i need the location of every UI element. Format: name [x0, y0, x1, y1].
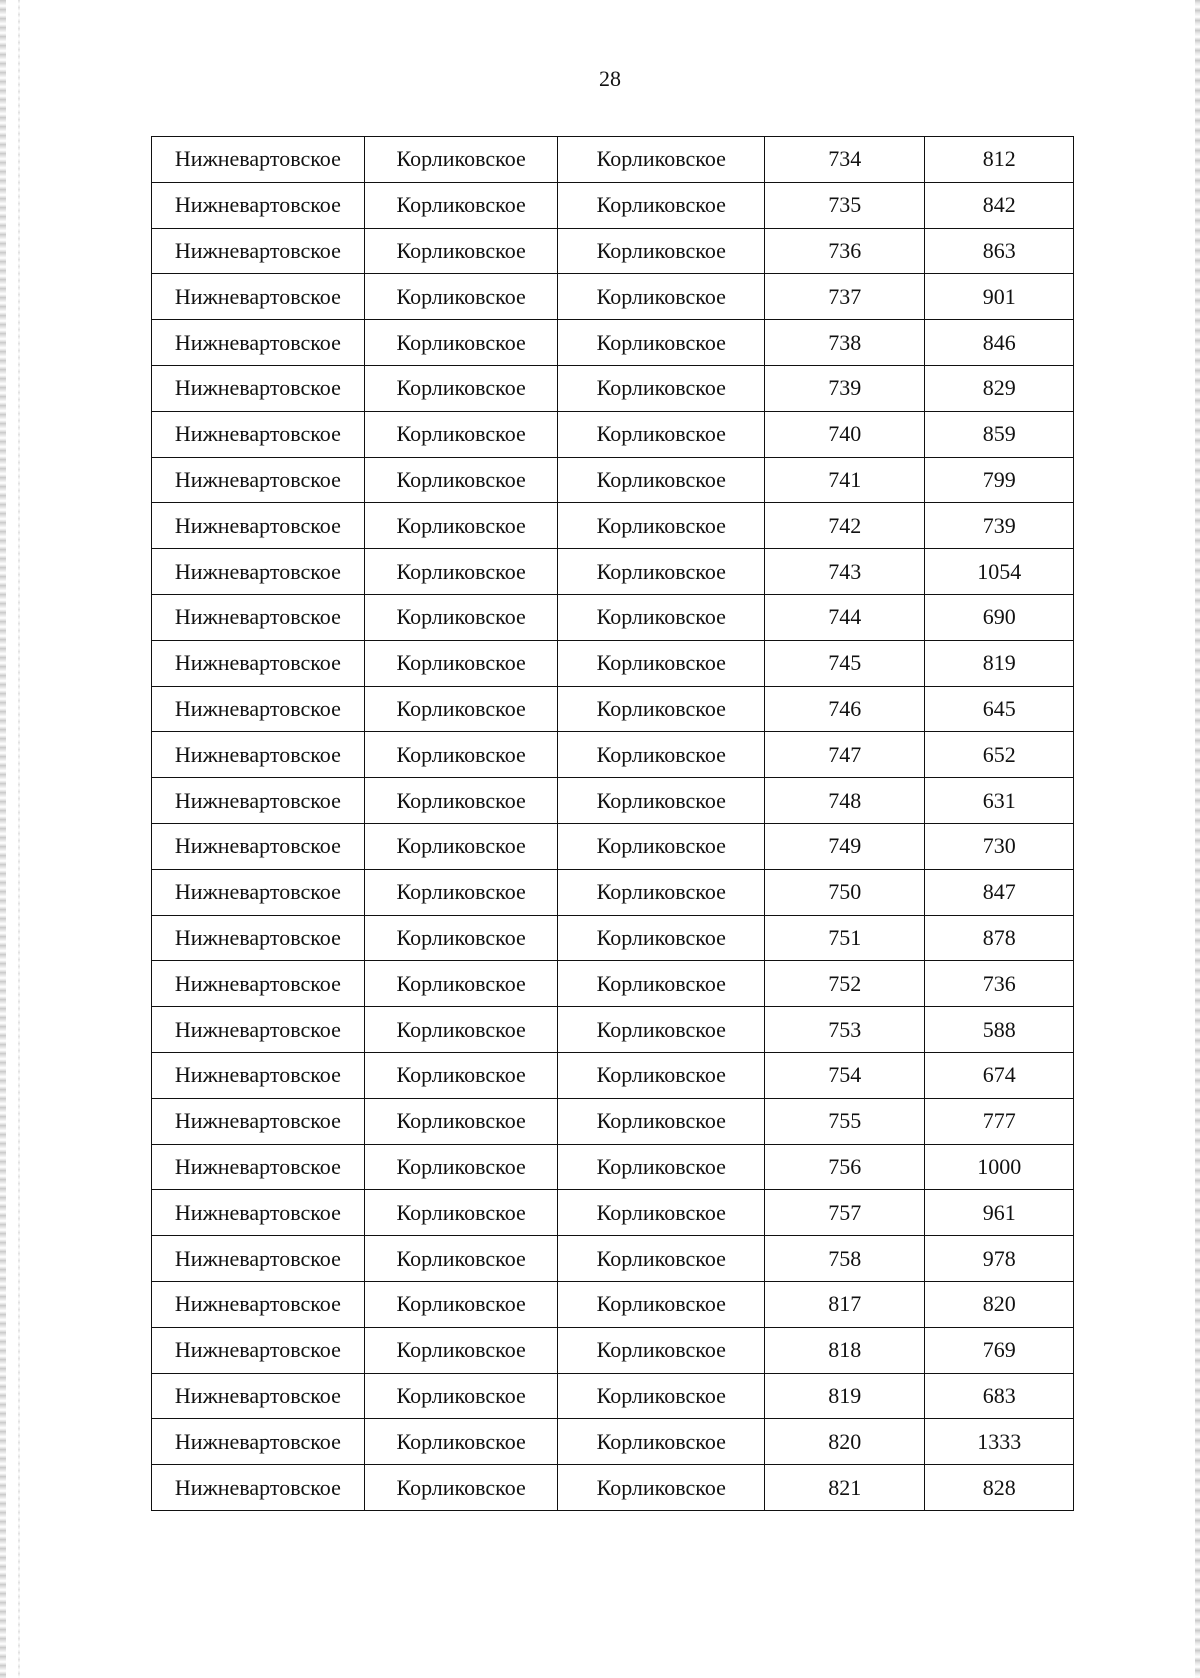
table-row [152, 1281, 1074, 1327]
well-number-cell: 752 [765, 961, 925, 1007]
value-cell: 829 [925, 365, 1074, 411]
data-table [151, 136, 1074, 1511]
field-cell: Корликовское [364, 1465, 558, 1511]
table-row [152, 182, 1074, 228]
district-cell: Нижневартовское [152, 1144, 365, 1190]
district-cell: Нижневартовское [152, 1052, 365, 1098]
value-cell: 878 [925, 915, 1074, 961]
district-cell: Нижневартовское [152, 320, 365, 366]
deposit-cell: Корликовское [558, 1327, 765, 1373]
value-cell: 645 [925, 686, 1074, 732]
table-row [152, 1144, 1074, 1190]
district-cell: Нижневартовское [152, 182, 365, 228]
well-number-cell: 818 [765, 1327, 925, 1373]
field-cell: Корликовское [364, 411, 558, 457]
table-row [152, 961, 1074, 1007]
value-cell: 674 [925, 1052, 1074, 1098]
field-cell: Корликовское [364, 457, 558, 503]
field-cell: Корликовское [364, 732, 558, 778]
field-cell: Корликовское [364, 1098, 558, 1144]
deposit-cell: Корликовское [558, 1281, 765, 1327]
well-number-cell: 738 [765, 320, 925, 366]
value-cell: 652 [925, 732, 1074, 778]
value-cell: 846 [925, 320, 1074, 366]
well-number-cell: 742 [765, 503, 925, 549]
well-number-cell: 737 [765, 274, 925, 320]
field-cell: Корликовское [364, 1144, 558, 1190]
district-cell: Нижневартовское [152, 411, 365, 457]
district-cell: Нижневартовское [152, 365, 365, 411]
value-cell: 901 [925, 274, 1074, 320]
well-number-cell: 743 [765, 549, 925, 595]
well-number-cell: 749 [765, 823, 925, 869]
district-cell: Нижневартовское [152, 594, 365, 640]
district-cell: Нижневартовское [152, 1373, 365, 1419]
value-cell: 820 [925, 1281, 1074, 1327]
deposit-cell: Корликовское [558, 1007, 765, 1053]
well-number-cell: 750 [765, 869, 925, 915]
well-number-cell: 734 [765, 137, 925, 183]
field-cell: Корликовское [364, 137, 558, 183]
well-number-cell: 753 [765, 1007, 925, 1053]
well-number-cell: 741 [765, 457, 925, 503]
scan-border-left [0, 0, 6, 1678]
district-cell: Нижневартовское [152, 228, 365, 274]
well-number-cell: 744 [765, 594, 925, 640]
table-row [152, 1190, 1074, 1236]
table-row [152, 732, 1074, 778]
field-cell: Корликовское [364, 1373, 558, 1419]
field-cell: Корликовское [364, 594, 558, 640]
district-cell: Нижневартовское [152, 869, 365, 915]
table-row [152, 778, 1074, 824]
district-cell: Нижневартовское [152, 503, 365, 549]
table-body [152, 137, 1074, 1511]
table-row [152, 503, 1074, 549]
scan-border-left-inner [18, 0, 20, 1678]
value-cell: 739 [925, 503, 1074, 549]
field-cell: Корликовское [364, 228, 558, 274]
deposit-cell: Корликовское [558, 778, 765, 824]
value-cell: 799 [925, 457, 1074, 503]
well-number-cell: 756 [765, 1144, 925, 1190]
district-cell: Нижневартовское [152, 1007, 365, 1053]
deposit-cell: Корликовское [558, 503, 765, 549]
table-row [152, 640, 1074, 686]
deposit-cell: Корликовское [558, 1098, 765, 1144]
table-row [152, 1007, 1074, 1053]
value-cell: 769 [925, 1327, 1074, 1373]
field-cell: Корликовское [364, 1190, 558, 1236]
deposit-cell: Корликовское [558, 320, 765, 366]
table-row [152, 594, 1074, 640]
field-cell: Корликовское [364, 274, 558, 320]
table-row [152, 411, 1074, 457]
field-cell: Корликовское [364, 365, 558, 411]
value-cell: 812 [925, 137, 1074, 183]
well-number-cell: 745 [765, 640, 925, 686]
deposit-cell: Корликовское [558, 686, 765, 732]
table-row [152, 915, 1074, 961]
value-cell: 828 [925, 1465, 1074, 1511]
value-cell: 683 [925, 1373, 1074, 1419]
value-cell: 1000 [925, 1144, 1074, 1190]
deposit-cell: Корликовское [558, 594, 765, 640]
deposit-cell: Корликовское [558, 823, 765, 869]
field-cell: Корликовское [364, 320, 558, 366]
deposit-cell: Корликовское [558, 1419, 765, 1465]
value-cell: 631 [925, 778, 1074, 824]
field-cell: Корликовское [364, 1236, 558, 1282]
deposit-cell: Корликовское [558, 1190, 765, 1236]
well-number-cell: 817 [765, 1281, 925, 1327]
well-number-cell: 821 [765, 1465, 925, 1511]
value-cell: 1333 [925, 1419, 1074, 1465]
well-number-cell: 746 [765, 686, 925, 732]
deposit-cell: Корликовское [558, 1052, 765, 1098]
field-cell: Корликовское [364, 686, 558, 732]
deposit-cell: Корликовское [558, 137, 765, 183]
table-row [152, 457, 1074, 503]
well-number-cell: 755 [765, 1098, 925, 1144]
value-cell: 842 [925, 182, 1074, 228]
deposit-cell: Корликовское [558, 915, 765, 961]
deposit-cell: Корликовское [558, 640, 765, 686]
district-cell: Нижневартовское [152, 640, 365, 686]
table-row [152, 823, 1074, 869]
field-cell: Корликовское [364, 1052, 558, 1098]
value-cell: 859 [925, 411, 1074, 457]
table-row [152, 1327, 1074, 1373]
table-row [152, 1052, 1074, 1098]
value-cell: 819 [925, 640, 1074, 686]
value-cell: 978 [925, 1236, 1074, 1282]
field-cell: Корликовское [364, 640, 558, 686]
district-cell: Нижневартовское [152, 1419, 365, 1465]
deposit-cell: Корликовское [558, 1236, 765, 1282]
table-row [152, 686, 1074, 732]
value-cell: 777 [925, 1098, 1074, 1144]
value-cell: 736 [925, 961, 1074, 1007]
scan-border-right [1195, 0, 1200, 1678]
deposit-cell: Корликовское [558, 228, 765, 274]
field-cell: Корликовское [364, 1007, 558, 1053]
table-row [152, 1236, 1074, 1282]
value-cell: 1054 [925, 549, 1074, 595]
district-cell: Нижневартовское [152, 1098, 365, 1144]
table-row [152, 274, 1074, 320]
page-number: 28 [599, 66, 621, 91]
table-row [152, 1419, 1074, 1465]
field-cell: Корликовское [364, 778, 558, 824]
district-cell: Нижневартовское [152, 686, 365, 732]
well-number-cell: 820 [765, 1419, 925, 1465]
district-cell: Нижневартовское [152, 274, 365, 320]
deposit-cell: Корликовское [558, 1144, 765, 1190]
table-row [152, 549, 1074, 595]
well-number-cell: 747 [765, 732, 925, 778]
district-cell: Нижневартовское [152, 1465, 365, 1511]
well-number-cell: 739 [765, 365, 925, 411]
field-cell: Корликовское [364, 823, 558, 869]
table-row [152, 137, 1074, 183]
well-number-cell: 758 [765, 1236, 925, 1282]
district-cell: Нижневартовское [152, 1190, 365, 1236]
district-cell: Нижневартовское [152, 823, 365, 869]
value-cell: 690 [925, 594, 1074, 640]
deposit-cell: Корликовское [558, 961, 765, 1007]
deposit-cell: Корликовское [558, 365, 765, 411]
table-row [152, 1098, 1074, 1144]
field-cell: Корликовское [364, 961, 558, 1007]
well-number-cell: 736 [765, 228, 925, 274]
value-cell: 588 [925, 1007, 1074, 1053]
value-cell: 847 [925, 869, 1074, 915]
well-number-cell: 735 [765, 182, 925, 228]
well-number-cell: 819 [765, 1373, 925, 1419]
well-number-cell: 748 [765, 778, 925, 824]
value-cell: 730 [925, 823, 1074, 869]
value-cell: 961 [925, 1190, 1074, 1236]
district-cell: Нижневартовское [152, 457, 365, 503]
deposit-cell: Корликовское [558, 1465, 765, 1511]
district-cell: Нижневартовское [152, 1281, 365, 1327]
table-row [152, 1465, 1074, 1511]
district-cell: Нижневартовское [152, 915, 365, 961]
district-cell: Нижневартовское [152, 1327, 365, 1373]
deposit-cell: Корликовское [558, 411, 765, 457]
field-cell: Корликовское [364, 1419, 558, 1465]
deposit-cell: Корликовское [558, 182, 765, 228]
table-row [152, 1373, 1074, 1419]
table-row [152, 365, 1074, 411]
well-number-cell: 751 [765, 915, 925, 961]
well-number-cell: 757 [765, 1190, 925, 1236]
table-row [152, 320, 1074, 366]
field-cell: Корликовское [364, 549, 558, 595]
district-cell: Нижневартовское [152, 961, 365, 1007]
field-cell: Корликовское [364, 915, 558, 961]
deposit-cell: Корликовское [558, 869, 765, 915]
field-cell: Корликовское [364, 1327, 558, 1373]
district-cell: Нижневартовское [152, 137, 365, 183]
field-cell: Корликовское [364, 182, 558, 228]
deposit-cell: Корликовское [558, 549, 765, 595]
deposit-cell: Корликовское [558, 1373, 765, 1419]
value-cell: 863 [925, 228, 1074, 274]
well-number-cell: 740 [765, 411, 925, 457]
district-cell: Нижневартовское [152, 778, 365, 824]
table-row [152, 228, 1074, 274]
field-cell: Корликовское [364, 503, 558, 549]
well-number-cell: 754 [765, 1052, 925, 1098]
field-cell: Корликовское [364, 1281, 558, 1327]
district-cell: Нижневартовское [152, 1236, 365, 1282]
field-cell: Корликовское [364, 869, 558, 915]
deposit-cell: Корликовское [558, 457, 765, 503]
district-cell: Нижневартовское [152, 732, 365, 778]
district-cell: Нижневартовское [152, 549, 365, 595]
deposit-cell: Корликовское [558, 732, 765, 778]
deposit-cell: Корликовское [558, 274, 765, 320]
table-row [152, 869, 1074, 915]
